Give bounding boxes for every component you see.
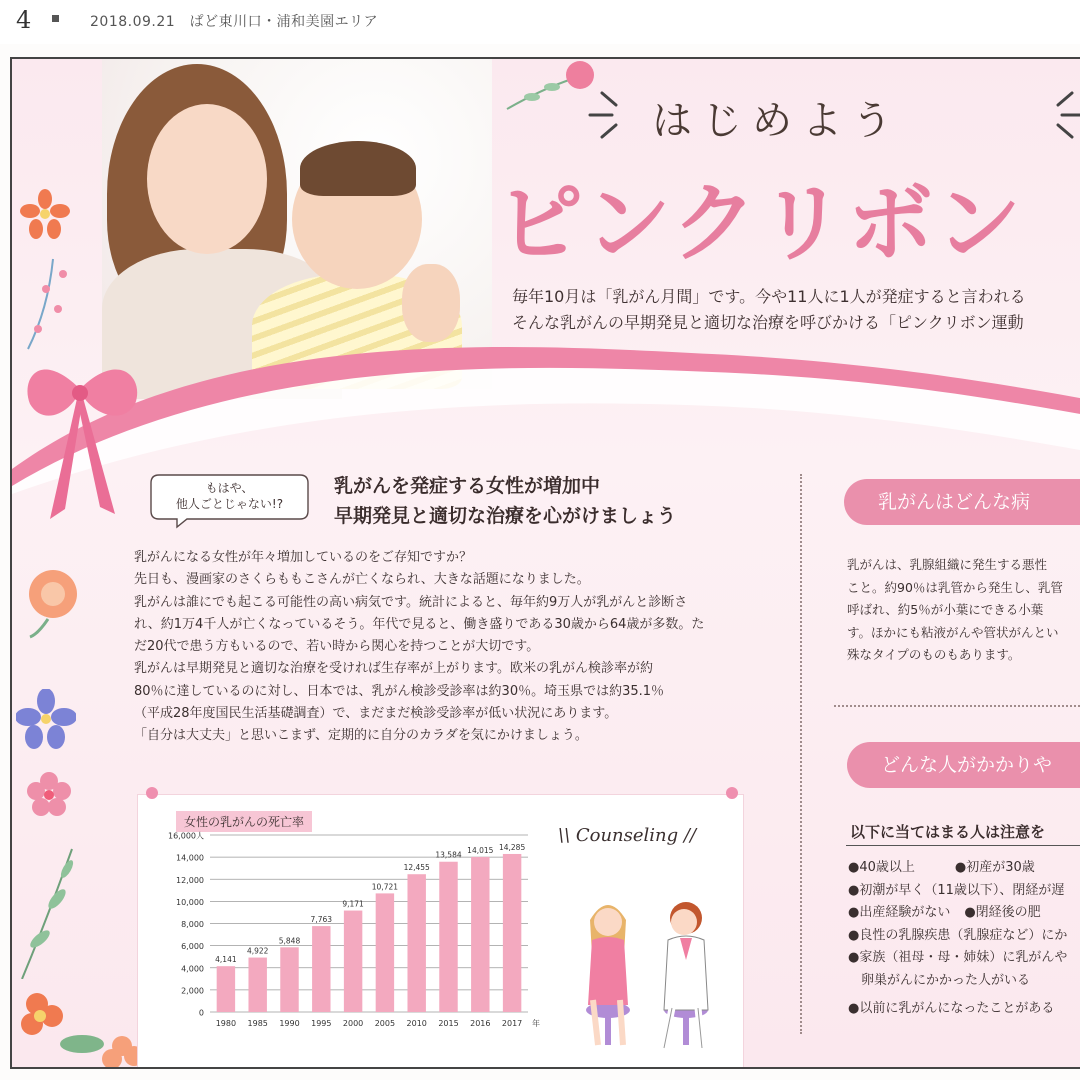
risk-item: ●以前に乳がんになったことがある: [848, 1001, 1055, 1016]
callout-text: [147, 480, 312, 512]
x-tick-label: 1985: [247, 1019, 268, 1028]
value-label: 13,584: [435, 850, 462, 860]
intro-line: 毎年10月は「乳がん月間」です。今や11人に1人が発症すると言われる: [512, 287, 1026, 306]
pin-icon: [146, 787, 158, 799]
body-line: 80％に達しているのに対し、日本では、乳がん検診受診率は約30％。埼玉県では約35.1％: [134, 683, 665, 699]
baby-hair: [300, 141, 416, 196]
risk-item: ●初産が30歳: [954, 860, 1035, 875]
bar: [344, 911, 362, 1012]
pin-icon: [726, 787, 738, 799]
header-date-area: 2018.09.21 ぱど東川口・浦和美園エリア: [90, 14, 379, 30]
article-headline: [334, 471, 676, 531]
ribbon-bow-icon: [20, 349, 150, 529]
bar: [248, 958, 266, 1012]
value-label: 7,763: [310, 915, 333, 925]
section1-line: 殊なタイプのものもあります。: [847, 647, 1021, 662]
bottom-flowers-icon: [12, 974, 152, 1069]
y-tick-label: 12,000: [176, 875, 204, 885]
y-tick-label: 8,000: [181, 920, 204, 929]
leaf-branch-icon: [12, 839, 92, 979]
bar: [471, 857, 489, 1012]
chart-title: 女性の乳がんの死亡率: [176, 811, 312, 832]
headline-line: 乳がんを発症する女性が増加中: [334, 475, 601, 497]
column-divider: [800, 474, 802, 1034]
value-label: 12,455: [403, 863, 430, 873]
body-line: 先日も、漫画家のさくらももこさんが亡くなられ、大きな話題になりました。: [134, 572, 590, 588]
page-number: 4: [16, 6, 32, 34]
bar: [376, 893, 394, 1012]
body-line: 乳がんは早期発見と適切な治療を受ければ生存率が上がります。欧米の乳がん検診率が約: [134, 661, 653, 677]
risk-item: ●家族（祖母・母・姉妹）に乳がんや: [848, 950, 1068, 965]
chart-panel: [137, 794, 744, 1068]
risk-item: 卵巣がんにかかった人がいる: [848, 972, 1031, 988]
orange-flower-icon: [20, 189, 70, 239]
counsel-deco-left: \\: [558, 825, 576, 846]
risk-row: [848, 880, 1067, 903]
x-tick-label: 2016: [470, 1019, 491, 1028]
x-tick-label: 2010: [406, 1019, 427, 1028]
hero-title: ピンクリボン: [497, 174, 1024, 274]
y-tick-label: 4,000: [181, 964, 204, 974]
risk-row: [848, 857, 1067, 880]
section1-title: 乳がんはどんな病: [878, 491, 1031, 513]
headline-line: 早期発見と適切な治療を心がけましょう: [334, 505, 677, 527]
section-divider: [834, 705, 1080, 707]
risk-row: [848, 998, 1067, 1021]
value-label: 4,922: [246, 946, 269, 956]
value-label: 14,285: [498, 842, 526, 852]
body-line: れ、約1万4千人が亡くなっているそう。年代で見ると、働き盛りである30歳から64歳が多数。た: [134, 616, 705, 632]
section1-line: す。ほかにも粘液がんや管状がんとい: [847, 624, 1059, 640]
y-tick-label: 14,000: [176, 853, 204, 863]
risk-item: ●良性の乳腺疾患（乳腺症など）にか: [848, 927, 1068, 943]
value-label: 14,015: [467, 845, 494, 855]
counseling-label: [558, 825, 696, 846]
risk-item: ●閉経後の肥: [964, 905, 1041, 920]
section1-line: 乳がんは、乳腺組織に発生する悪性: [847, 557, 1048, 572]
bar: [312, 926, 330, 1012]
value-label: 5,848: [278, 936, 301, 946]
risk-item: ●初潮が早く（11歳以下）、閉経が遅: [848, 882, 1065, 898]
x-tick-label: 1990: [279, 1019, 300, 1028]
x-tick-label: 1980: [215, 1019, 237, 1028]
counsel-deco-right: //: [678, 825, 697, 846]
value-label: 9,171: [342, 899, 364, 909]
sparkle-left-icon: [582, 85, 642, 145]
bar: [439, 862, 457, 1012]
section2-title: どんな人がかかりや: [881, 754, 1053, 776]
x-tick-label: 2005: [374, 1019, 396, 1028]
risk-heading: 以下に当てはまる人は注意を: [850, 823, 1046, 841]
counseling-illustration: [568, 860, 728, 1060]
body-line: だ20代で患う方もいるので、若い時から関心を持つことが大切です。: [134, 639, 540, 655]
section-pill-risk: [847, 742, 1080, 788]
x-unit-label: 年: [532, 1019, 540, 1028]
peach-flower-icon: [18, 559, 88, 639]
x-tick-label: 2015: [438, 1019, 459, 1028]
pink-flower-icon: [24, 769, 74, 819]
hero-intro: [512, 284, 1026, 336]
risk-list: [848, 857, 1067, 1021]
risk-item: ●40歳以上: [848, 860, 915, 875]
article-frame: [10, 57, 1080, 1069]
x-tick-label: 2000: [342, 1019, 364, 1028]
body-line: 乳がんになる女性が年々増加しているのをご存知ですか？: [134, 550, 473, 565]
hero-kicker: はじめよう: [652, 98, 902, 144]
risk-row: [848, 970, 1067, 993]
section1-line: 呼ばれ、約5％が小葉にできる小葉: [847, 602, 1044, 617]
page-header: [0, 0, 1080, 44]
risk-row: [848, 947, 1067, 970]
callout-line: 他人ごとじゃない!?: [175, 497, 284, 511]
y-tick-label: 6,000: [181, 942, 204, 952]
section-pill-disease: [844, 479, 1080, 525]
bar: [217, 966, 235, 1012]
section1-body: [847, 554, 1063, 667]
risk-item: ●出産経験がない: [848, 905, 951, 920]
risk-heading-underline: [846, 845, 1080, 846]
y-tick-label: 0: [198, 1008, 204, 1018]
x-tick-label: 2017: [501, 1019, 523, 1028]
body-line: （平成28年度国民生活基礎調査）で、まだまだ検診受診率が低い状況にあります。: [134, 706, 618, 722]
bar: [407, 874, 425, 1012]
y-tick-label: 16,000人: [168, 831, 204, 841]
bar: [280, 947, 298, 1012]
value-label: 10,721: [371, 882, 399, 892]
section1-line: こと。約90％は乳管から発生し、乳管: [847, 579, 1063, 595]
counseling-text: Counseling: [575, 825, 679, 846]
article-body: [134, 547, 774, 748]
blue-flower-icon: [16, 689, 76, 749]
intro-line: そんな乳がんの早期発見と適切な治療を呼びかける「ピンクリボン運動: [512, 313, 1024, 332]
body-line: 乳がんは誰にでも起こる可能性の高い病気です。統計によると、毎年約9万人が乳がんと診断さ: [134, 594, 688, 610]
y-tick-label: 2,000: [181, 986, 204, 996]
risk-row: [848, 902, 1067, 925]
sparkle-right-icon: [1032, 85, 1080, 145]
callout-line: もはや、: [205, 481, 254, 495]
value-label: 4,141: [215, 955, 237, 965]
body-line: 「自分は大丈夫」と思いこまず、定期的に自分のカラダを気にかけましょう。: [134, 728, 588, 744]
risk-row: [848, 925, 1067, 948]
bar: [503, 854, 521, 1012]
header-square-icon: [52, 15, 59, 22]
x-tick-label: 1995: [311, 1019, 332, 1028]
death-rate-chart: [138, 817, 548, 1062]
y-tick-label: 10,000: [176, 897, 204, 907]
mother-face: [147, 104, 267, 254]
